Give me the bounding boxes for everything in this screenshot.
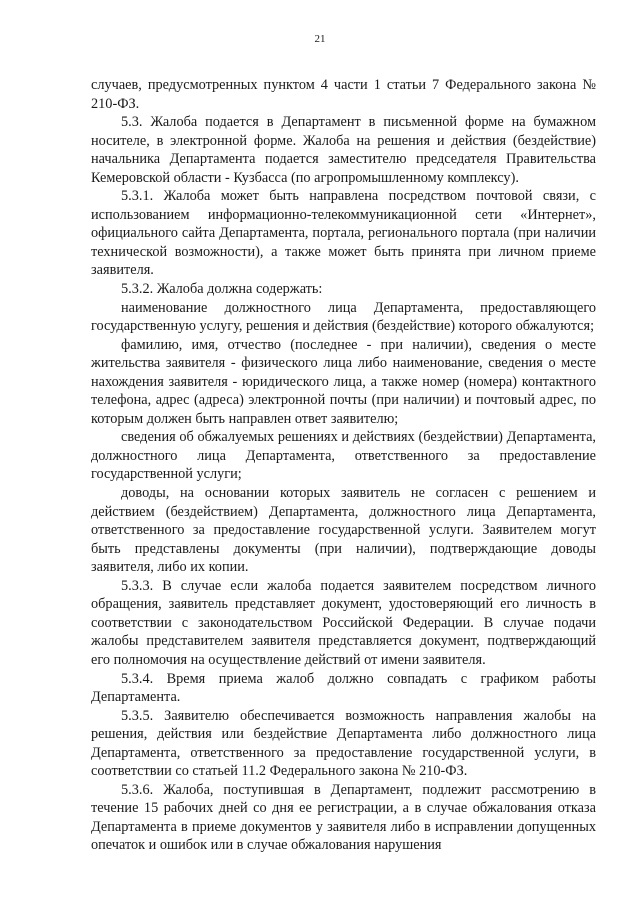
paragraph-5-3-2: 5.3.2. Жалоба должна содержать: — [121, 281, 323, 298]
list-item-applicant-info: фамилию, имя, отчество (последнее - при наличии), сведения о месте жительства заявителя - физического лица либо наименование, сведения о месте нахождения заявителя - юридического лица, а также номер (номера) контактного телефона, адрес (адреса) электронной почты (при наличии) и почтовый адрес, по которым должен быть направлен ответ заявителю; — [91, 336, 596, 427]
list-item-appealed-decisions: сведения об обжалуемых решениях и действиях (бездействии) Департамента, должностного лица Департамента, ответственного за предоставление государственной услуги; — [91, 429, 596, 483]
paragraph-5-3-5: 5.3.5. Заявителю обеспечивается возможность направления жалобы на решения, действия или бездействие Департамента либо должностного лица Департамента, ответственного за предоставление государственной услуги, в соответствии со статьей 11.2 Федерального закона № 210-ФЗ. — [91, 707, 596, 780]
document-body — [91, 76, 596, 855]
paragraph-5-3-1: 5.3.1. Жалоба может быть направлена посредством почтовой связи, с использованием информационно-телекоммуникационной сети «Интернет», официального сайта Департамента, портала, регионального портала (при наличии технической возможности), а также может быть принята при личном приеме заявителя. — [91, 188, 596, 279]
paragraph-5-3: 5.3. Жалоба подается в Департамент в письменной форме на бумажном носителе, в электронной форме. Жалоба на решения и действия (бездействие) начальника Департамента подается заместителю председателя Правительства Кемеровской области - Кузбасса (по агропромышленному комплексу). — [91, 114, 596, 186]
paragraph-5-3-4: 5.3.4. Время приема жалоб должно совпадать с графиком работы Департамента. — [91, 670, 596, 706]
page-number: 21 — [314, 33, 326, 45]
paragraph-5-3-3: 5.3.3. В случае если жалоба подается заявителем посредством личного обращения, заявитель представляет документ, удостоверяющий его личность в соответствии с законодательством Российской Федерации. В случае подачи жалобы представителем заявителя представляется документ, подтверждающий его полномочия на осуществление действий от имени заявителя. — [91, 577, 596, 668]
paragraph-continuation: случаев, предусмотренных пунктом 4 части 1 статьи 7 Федерального закона № 210-ФЗ. — [91, 77, 596, 112]
paragraph-5-3-6: 5.3.6. Жалоба, поступившая в Департамент, подлежит рассмотрению в течение 15 рабочих дней со дня ее регистрации, а в случае обжалования отказа Департамента в приеме документов у заявителя либо в исправлении допущенных опечаток и ошибок или в случае обжалования нарушения — [91, 781, 596, 854]
list-item-arguments: доводы, на основании которых заявитель не согласен с решением и действием (бездействием) Департамента, должностного лица Департамента, ответственного за предоставление государственной услуги. Заявителем могут быть представлены документы (при наличии), подтверждающие доводы заявителя, либо их копии. — [91, 485, 596, 576]
list-item-official-name: наименование должностного лица Департамента, предоставляющего государственную услугу, решения и действия (бездействие) которого обжалуются; — [91, 299, 596, 335]
